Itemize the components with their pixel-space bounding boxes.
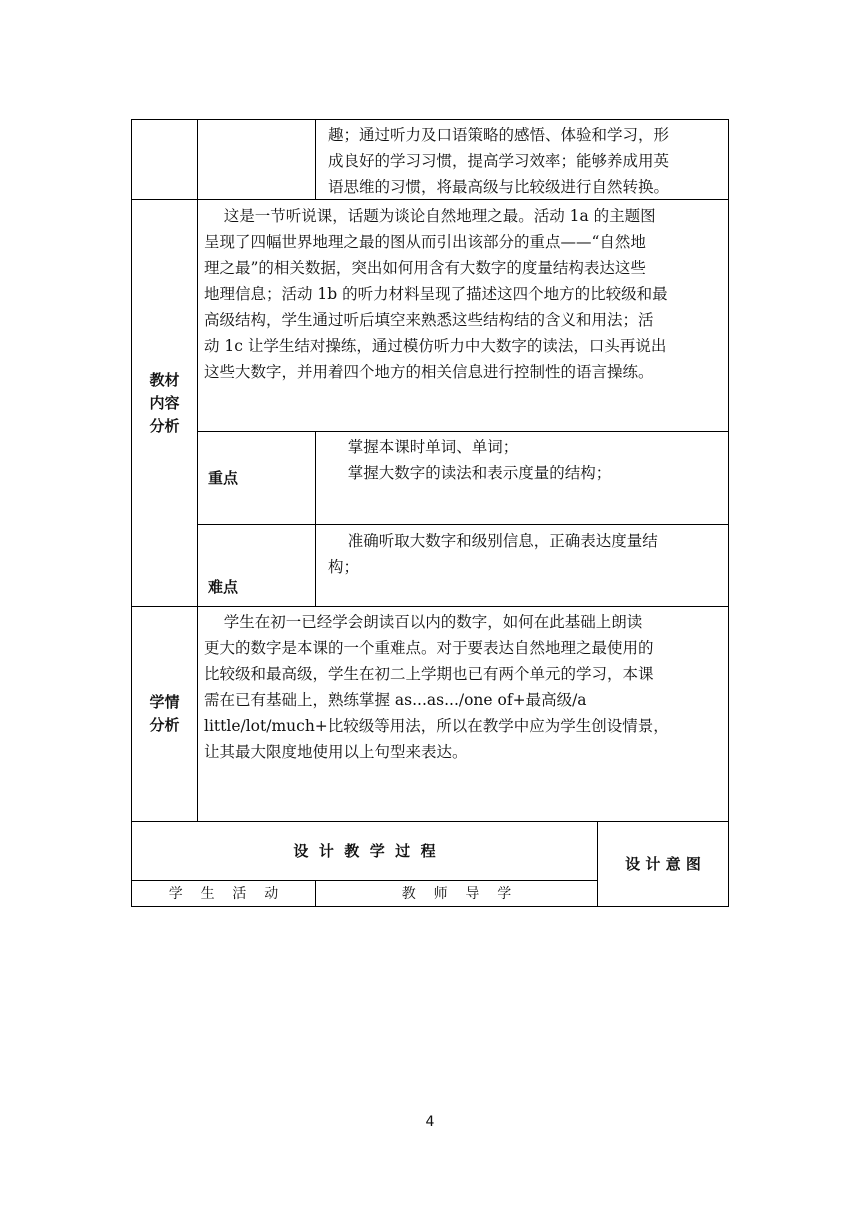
difficulty-label: 难点 bbox=[208, 577, 239, 596]
key-point-label: 重点 bbox=[208, 469, 239, 487]
key-point-label-cell bbox=[197, 431, 316, 525]
row1-label-cell bbox=[131, 119, 198, 200]
content-analysis-label-text: 教材 内容 分析 bbox=[149, 370, 180, 435]
student-analysis-label bbox=[131, 606, 198, 822]
student-activity-cell bbox=[131, 880, 316, 907]
process-title: 设 计 教 学 过 程 bbox=[293, 841, 436, 860]
key-point-text: 掌握本课时单词、单词； 掌握大数字的读法和表示度量的结构； bbox=[315, 431, 729, 525]
difficulty-label-cell bbox=[197, 524, 316, 607]
student-analysis-label-text: 学情 分析 bbox=[149, 693, 180, 734]
row1-sub-cell bbox=[197, 119, 316, 200]
design-intent: 设 计 意 图 bbox=[625, 854, 701, 873]
teacher-guide: 教 师 导 学 bbox=[401, 885, 512, 902]
page-number: 4 bbox=[425, 1114, 435, 1130]
design-intent-cell bbox=[597, 821, 729, 907]
content-analysis-text: 这是一节听说课，话题为谈论自然地理之最。活动 1a 的主题图 呈现了四幅世界地理之最的图从而引出该部分的重点——“自然地 理之最”的相关数据，突出如何用含有大数字的度量结构表达这些 地理信息；活动 1b 的听力材料呈现了描述这四个地方的比较级和最 高级结构，学生通过听后填空来熟悉这些结构结的含义和用法；活 动 1c 让学生结对操练，通过模仿听力中大数字的读法，口头再说出 这些大数字，并用着四个地方的相关信息进行控制性的语言操练。 bbox=[197, 199, 729, 432]
process-title-cell bbox=[131, 821, 598, 881]
goal-continuation-text: 趣；通过听力及口语策略的感悟、体验和学习，形 成良好的学习习惯，提高学习效率；能够养成用英 语思维的习惯，将最高级与比较级进行自然转换。 bbox=[315, 119, 729, 200]
student-analysis-text: 学生在初一已经学会朗读百以内的数字，如何在此基础上朗读 更大的数字是本课的一个重难点。对于要表达自然地理之最使用的 比较级和最高级，学生在初二上学期也已有两个单元的学习，本课 需在已有基础上，熟练掌握 as...as.../one of+最高级/a little/lot/much+比较级等用法，所以在教学中应为学生创设情景， 让其最大限度地使用以上句型来表达。 bbox=[197, 606, 729, 822]
difficulty-text: 准确听取大数字和级别信息，正确表达度量结 构； bbox=[315, 524, 729, 607]
student-activity: 学 生 活 动 bbox=[168, 885, 279, 902]
teacher-guide-cell bbox=[315, 880, 598, 907]
content-analysis-label bbox=[131, 199, 198, 607]
